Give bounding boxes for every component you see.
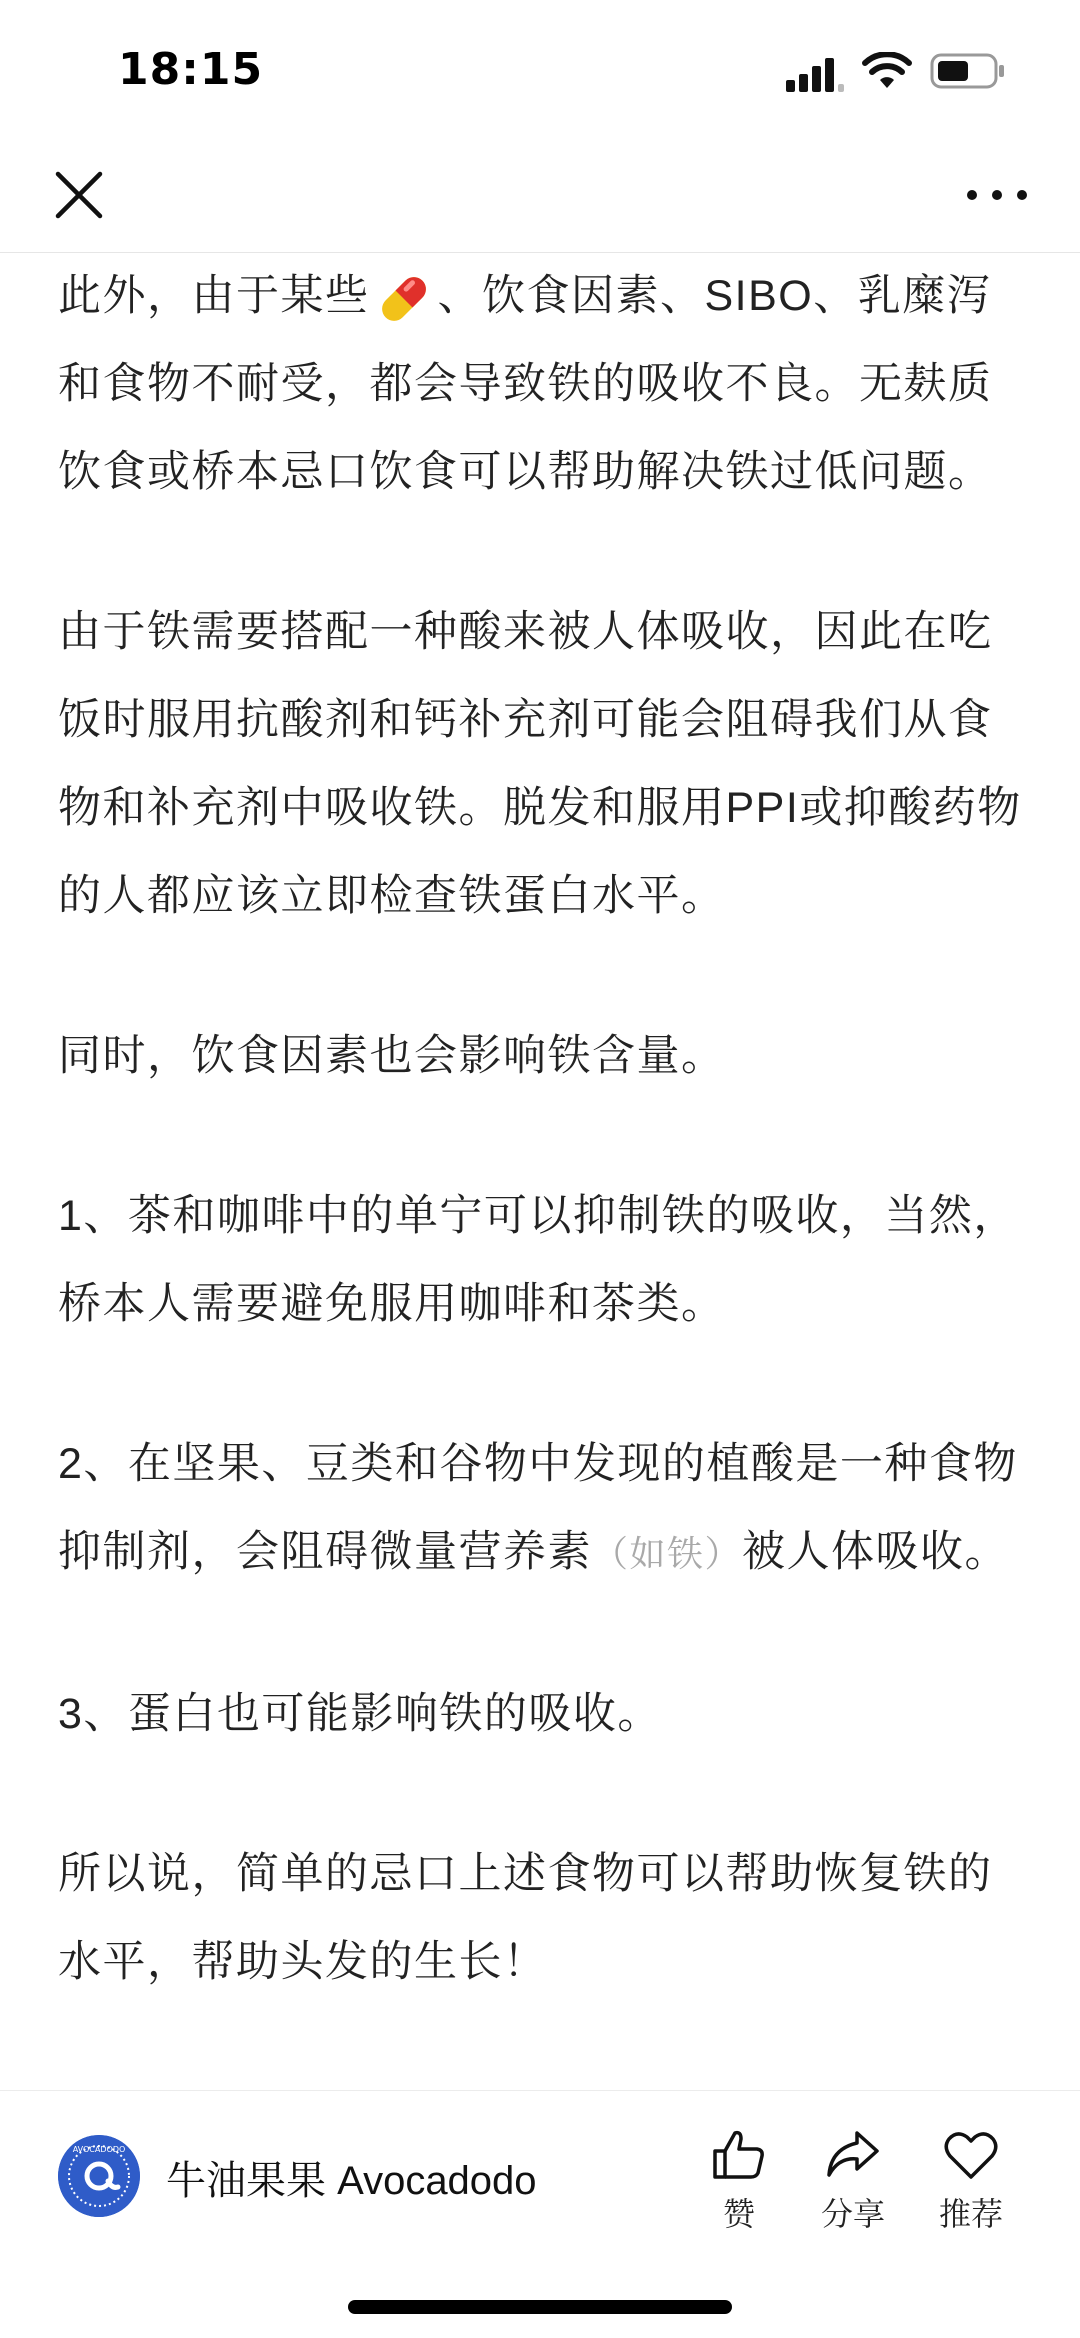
like-label: 赞 — [722, 2195, 755, 2233]
recommend-button[interactable] — [916, 2129, 1026, 2235]
close-icon[interactable] — [48, 164, 110, 226]
status-bar — [0, 0, 1080, 140]
more-icon[interactable] — [960, 170, 1034, 220]
share-button[interactable] — [798, 2129, 908, 2235]
share-icon — [825, 2129, 881, 2181]
share-label: 分享 — [820, 2195, 885, 2233]
avatar-logo-text: AVOCADODO — [72, 2145, 126, 2154]
thumbs-up-icon — [711, 2129, 767, 2181]
signal-icon — [786, 56, 846, 92]
account-avatar[interactable] — [58, 2135, 140, 2217]
paragraph-5-text-a: 2、在坚果、豆类和谷物中发现的植酸是一种食物抑制剂，会阻碍微量营养素 — [58, 1440, 1018, 1576]
paragraph-6: 3、蛋白也可能影响铁的吸收。 — [58, 1690, 662, 1738]
paragraph-5-text-b: 被人体吸收。 — [742, 1528, 1010, 1576]
heart-icon — [943, 2129, 999, 2181]
paragraph-7: 所以说，简单的忌口上述食物可以帮助恢复铁的水平，帮助头发的生长！ — [58, 1850, 993, 1986]
like-button[interactable] — [684, 2129, 794, 2235]
account-name[interactable]: 牛油果果 Avocadodo — [166, 2159, 537, 2203]
paragraph-1-text-b: 、饮食因素、SIBO、乳糜泻和食物不耐受，都会导致铁的吸收不良。无麸质饮食或桥本忌口饮食可以帮助解决铁过低问题。 — [58, 272, 993, 496]
paragraph-1-text-a: 此外，由于某些 — [58, 272, 370, 320]
battery-icon — [930, 52, 1006, 90]
paragraph-5 — [58, 1420, 1026, 1598]
article-body — [58, 252, 1026, 2090]
recommend-label: 推荐 — [938, 2195, 1003, 2233]
nav-bar — [0, 140, 1080, 253]
bottom-bar — [0, 2090, 1080, 2251]
wifi-icon — [862, 52, 912, 90]
paragraph-3: 同时，饮食因素也会影响铁含量。 — [58, 1032, 726, 1080]
status-time: 18:15 — [118, 44, 264, 95]
paragraph-1 — [58, 252, 1026, 516]
paragraph-4: 1、茶和咖啡中的单宁可以抑制铁的吸收，当然，桥本人需要避免服用咖啡和茶类。 — [58, 1192, 1018, 1328]
paragraph-5-note: （如铁） — [592, 1533, 743, 1574]
paragraph-2: 由于铁需要搭配一种酸来被人体吸收，因此在吃饭时服用抗酸剂和钙补充剂可能会阻碍我们从食物和补充剂中吸收铁。脱发和服用PPI或抑酸药物的人都应该立即检查铁蛋白水平。 — [58, 608, 1022, 920]
pill-emoji-icon — [374, 269, 434, 329]
home-indicator[interactable] — [348, 2300, 732, 2314]
